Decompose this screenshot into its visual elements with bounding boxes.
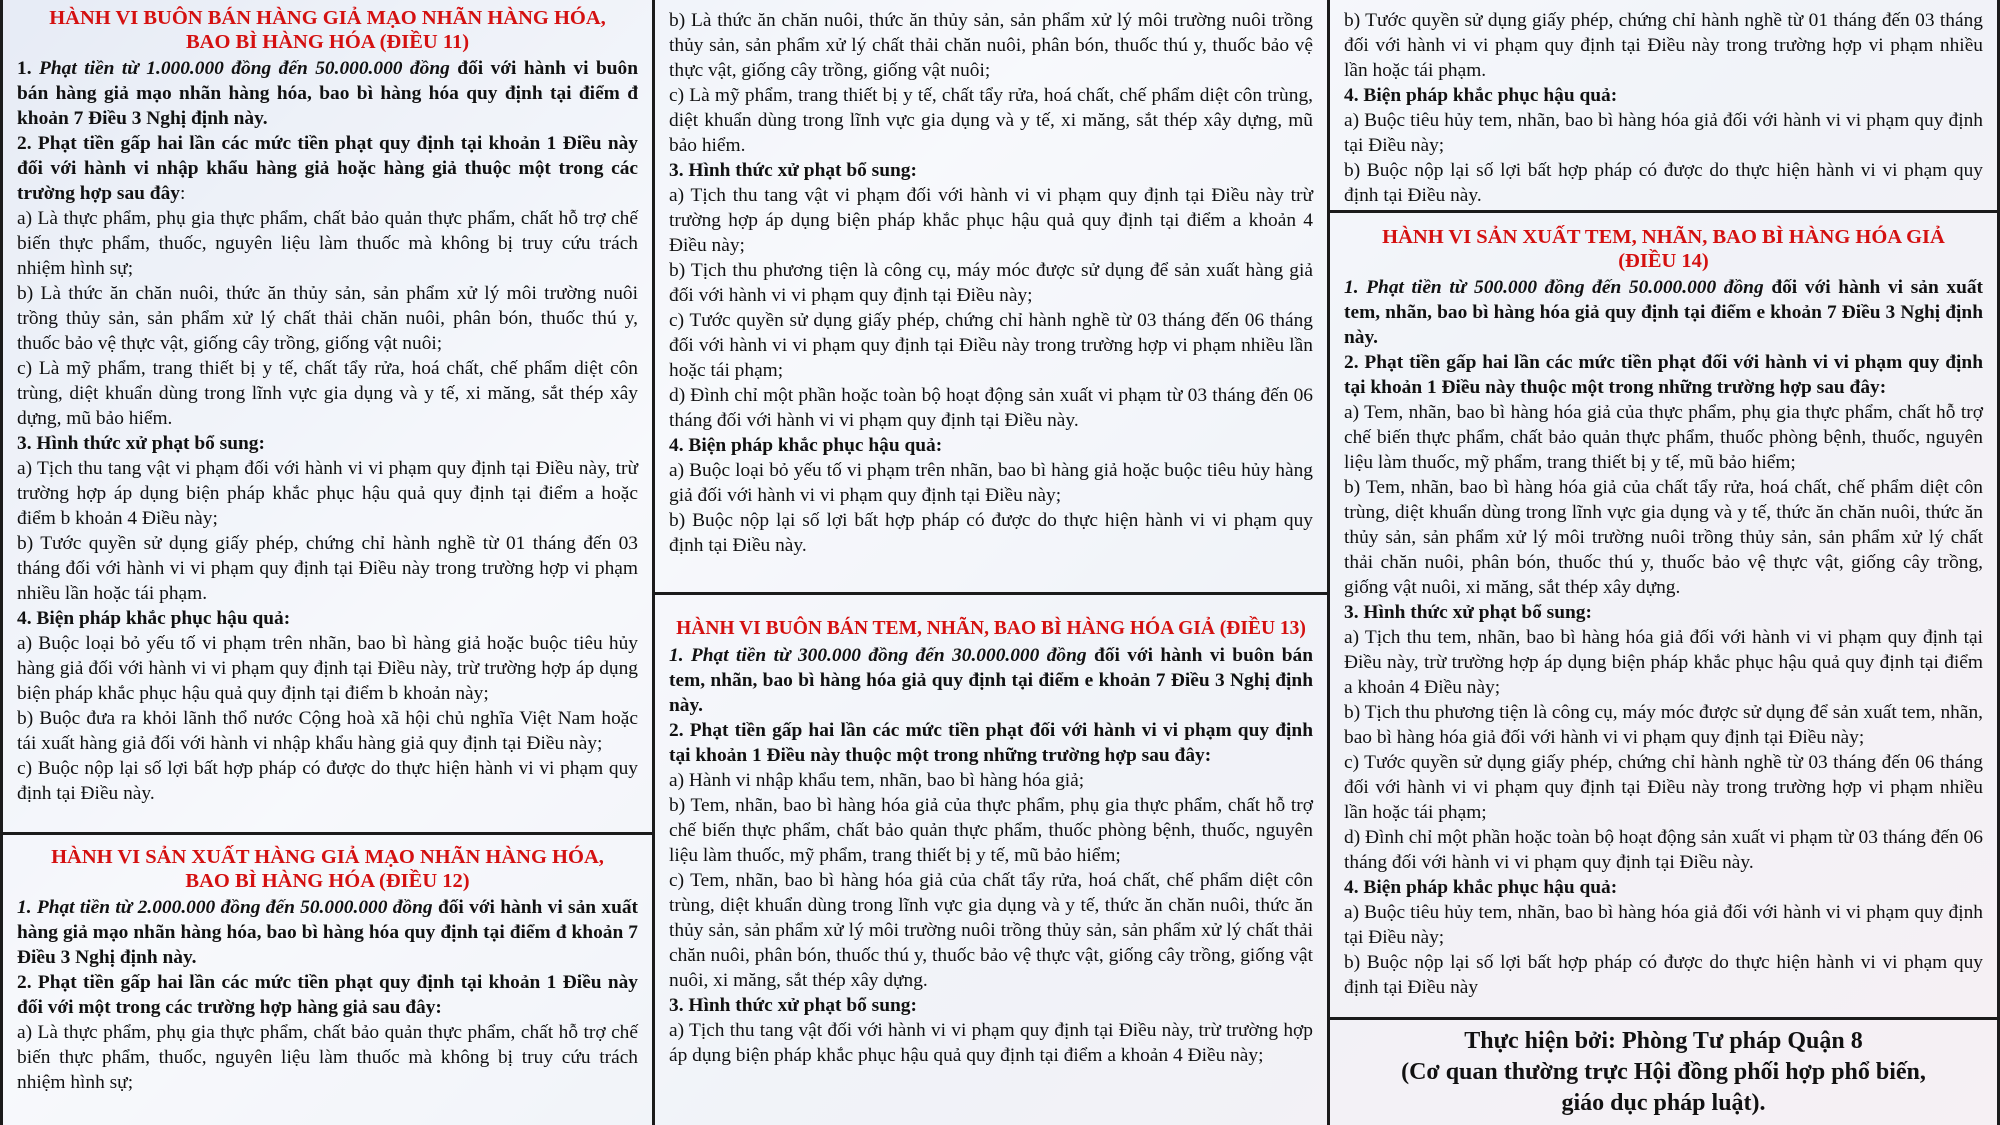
article-14-clause-3b: b) Tịch thu phương tiện là công cụ, máy móc được sử dụng để sản xuất tem, nhãn, bao bì hàng hóa giả đối với hành vi vi phạm quy định tại Điều này; [1344, 702, 1983, 748]
article-14-clause-3a: a) Tịch thu tem, nhãn, bao bì hàng hóa giả đối với hành vi vi phạm quy định tại Điều này, trừ trường hợp áp dụng biện pháp khắc phục hậu quả quy định tại điểm a khoản 4 Điều này; [1344, 627, 1983, 698]
article-14-clause-3c: c) Tước quyền sử dụng giấy phép, chứng chỉ hành nghề từ 03 tháng đến 06 tháng đối với hành vi vi phạm quy định tại Điều này trong trường hợp vi phạm nhiều lần hoặc tái phạm; [1344, 752, 1983, 823]
article-13-continued-box [1330, 0, 1997, 213]
article-11-item-b: b) Là thức ăn chăn nuôi, thức ăn thủy sản, sản phẩm xử lý môi trường nuôi trồng thủy sản, sản phẩm xử lý chất thải chăn nuôi, phân bón, thuốc thú y, thuốc bảo vệ thực vật, giống cây trồng, giống vật nuôi; [17, 283, 638, 354]
article-12-box [3, 835, 652, 1125]
article-12-title [17, 845, 638, 893]
article-14-clause-3: 3. Hình thức xử phạt bổ sung: [1344, 602, 1592, 623]
article-11-clause-4c: c) Buộc nộp lại số lợi bất hợp pháp có được do thực hiện hành vi vi phạm quy định tại Điều này. [17, 758, 638, 804]
article-13-item-b: b) Tem, nhãn, bao bì hàng hóa giả của thực phẩm, phụ gia thực phẩm, chất hỗ trợ chế biến thực phẩm, chất bảo quản thực phẩm, thuốc phòng bệnh, thuốc, nguyên liệu làm thuốc, mỹ phẩm, trang thiết bị y tế, mũ bảo hiểm; [669, 795, 1313, 866]
clause-text: đối với hành vi buôn bán hàng giả mạo nhãn hàng hóa, bao bì hàng hóa quy định tại điểm đ khoản 7 Điều 3 Nghị định này. [17, 58, 639, 129]
article-13-item-c: c) Tem, nhãn, bao bì hàng hóa giả của chất tẩy rửa, hoá chất, chế phẩm diệt côn trùng, diệt khuẩn dùng trong lĩnh vực gia dụng và y tế, thức ăn chăn nuôi, thức ăn thủy sản, sản phẩm xử lý môi trường nuôi trồng thủy sản, sản phẩm xử lý chất thải chăn nuôi, phân bón, thuốc thú y, thuốc bảo vệ thực vật, giống cây trồng, giống vật nuôi, xi măng, sắt thép xây dựng. [669, 870, 1313, 991]
article-12-clause-4: 4. Biện pháp khắc phục hậu quả: [669, 435, 943, 456]
article-13-title: HÀNH VI BUÔN BÁN TEM, NHÃN, BAO BÌ HÀNG HÓA GIẢ (ĐIỀU 13) [676, 618, 1306, 639]
article-12-clause-4a: a) Buộc loại bỏ yếu tố vi phạm trên nhãn, bao bì hàng giả hoặc buộc tiêu hủy hàng giả đối với hành vi vi phạm quy định tại Điều này; [669, 460, 1313, 506]
article-12-clause-3b: b) Tịch thu phương tiện là công cụ, máy móc được sử dụng để sản xuất hàng giả đối với hành vi vi phạm quy định tại Điều này; [669, 260, 1313, 306]
article-14-item-a: a) Tem, nhãn, bao bì hàng hóa giả của thực phẩm, phụ gia thực phẩm, chất hỗ trợ chế biến thực phẩm, chất bảo quản thực phẩm, thuốc phòng bệnh, thuốc, nguyên liệu làm thuốc, mỹ phẩm, trang thiết bị y tế, mũ bảo hiểm; [1344, 402, 1983, 473]
article-11-clause-4b: b) Buộc đưa ra khỏi lãnh thổ nước Cộng hoà xã hội chủ nghĩa Việt Nam hoặc tái xuất hàng giả đối với hành vi nhập khẩu hàng giả quy định tại Điều này; [17, 708, 638, 754]
article-12-clause-3a: a) Tịch thu tang vật vi phạm đối với hành vi vi phạm quy định tại Điều này trừ trường hợp áp dụng biện pháp khắc phục hậu quả quy định tại điểm a khoản 4 Điều này; [669, 185, 1313, 256]
article-14-clause-4b: b) Buộc nộp lại số lợi bất hợp pháp có được do thực hiện hành vi vi phạm quy định tại Điều này [1344, 952, 1983, 998]
clause-colon: : [179, 183, 186, 204]
article-11-title-line2: BAO BÌ HÀNG HÓA (ĐIỀU 11) [185, 31, 470, 53]
fine-range: 1. Phạt tiền từ 2.000.000 đồng đến 50.000.000 đồng [17, 897, 433, 918]
fine-range: 1. Phạt tiền từ 300.000 đồng đến 30.000.000 đồng [669, 645, 1087, 666]
column-2 [655, 0, 1330, 1125]
column-3 [1330, 0, 2000, 1125]
article-13-clause-2: 2. Phạt tiền gấp hai lần các mức tiền phạt đối với hành vi vi phạm quy định tại khoản 1 Điều này thuộc một trong những trường hợp sau đây: [669, 720, 1313, 766]
article-11-clause-3: 3. Hình thức xử phạt bổ sung: [17, 433, 265, 454]
article-14-title [1344, 225, 1983, 273]
article-11-clause-1 [17, 56, 638, 131]
footer-line2: (Cơ quan thường trực Hội đồng phối hợp phổ biến, [1401, 1059, 1926, 1085]
clause-number: 1. [17, 58, 40, 79]
article-12-title-line2: BAO BÌ HÀNG HÓA (ĐIỀU 12) [185, 870, 470, 892]
article-14-clause-1 [1344, 275, 1983, 350]
footer-credit [1344, 1024, 1983, 1119]
article-11-clause-2 [17, 131, 638, 206]
clause-text: đối với hành vi buôn bán tem, nhãn, bao bì hàng hóa giả quy định tại điểm e khoản 7 Điều 3 Nghị định này. [669, 645, 1313, 716]
article-13-item-a: a) Hành vi nhập khẩu tem, nhãn, bao bì hàng hóa giả; [669, 770, 1085, 791]
article-12-continued-box [655, 0, 1327, 595]
article-12-title-line1: HÀNH VI SẢN XUẤT HÀNG GIẢ MẠO NHÃN HÀNG HÓA, [51, 846, 604, 868]
article-12-clause-3d: d) Đình chỉ một phần hoặc toàn bộ hoạt động sản xuất vi phạm từ 03 tháng đến 06 tháng đối với hành vi vi phạm quy định tại Điều này. [669, 385, 1313, 431]
article-12-clause-3: 3. Hình thức xử phạt bổ sung: [669, 160, 917, 181]
article-11-title [17, 6, 638, 54]
article-14-item-b: b) Tem, nhãn, bao bì hàng hóa giả của chất tẩy rửa, hoá chất, chế phẩm diệt côn trùng, diệt khuẩn dùng trong lĩnh vực gia dụng và y tế, thức ăn chăn nuôi, thức ăn thủy sản, sản phẩm xử lý môi trường nuôi trồng thủy sản, sản phẩm xử lý chất thải chăn nuôi, phân bón, thuốc thú y, thuốc bảo vệ thực vật, giống cây trồng, giống vật nuôi, xi măng, sắt thép xây dựng. [1344, 477, 1983, 598]
article-11-item-a: a) Là thực phẩm, phụ gia thực phẩm, chất bảo quản thực phẩm, chất hỗ trợ chế biến thực phẩm, thuốc, nguyên liệu làm thuốc mà không bị truy cứu trách nhiệm hình sự; [17, 208, 638, 279]
article-14-title-line1: HÀNH VI SẢN XUẤT TEM, NHÃN, BAO BÌ HÀNG HÓA GIẢ [1382, 226, 1945, 248]
clause-text: đối với hành vi sản xuất tem, nhãn, bao bì hàng hóa giả quy định tại điểm e khoản 7 Điều 3 Nghị định này. [1344, 277, 1983, 348]
clause-text: đối với hành vi sản xuất hàng giả mạo nhãn hàng hóa, bao bì hàng hóa quy định tại điểm đ khoản 7 Điều 3 Nghị định này. [17, 897, 639, 968]
article-13-clause-1 [669, 643, 1313, 718]
article-13-clause-3a: a) Tịch thu tang vật đối với hành vi vi phạm quy định tại Điều này, trừ trường hợp áp dụng biện pháp khắc phục hậu quả quy định tại điểm a khoản 4 Điều này; [669, 1020, 1313, 1066]
article-12-item-a: a) Là thực phẩm, phụ gia thực phẩm, chất bảo quản thực phẩm, chất hỗ trợ chế biến thực phẩm, thuốc, nguyên liệu làm thuốc mà không bị truy cứu trách nhiệm hình sự; [17, 1022, 638, 1093]
article-13-box [655, 595, 1327, 1125]
article-13-clause-3: 3. Hình thức xử phạt bổ sung: [669, 995, 917, 1016]
article-14-clause-4a: a) Buộc tiêu hủy tem, nhãn, bao bì hàng hóa giả đối với hành vi vi phạm quy định tại Điều này; [1344, 902, 1983, 948]
clause-text: 2. Phạt tiền gấp hai lần các mức tiền phạt quy định tại khoản 1 Điều này đối với hành vi nhập khẩu hàng giả hoặc hàng giả thuộc một trong các trường hợp sau đây [17, 133, 638, 204]
article-14-clause-4: 4. Biện pháp khắc phục hậu quả: [1344, 877, 1618, 898]
article-11-title-line1: HÀNH VI BUÔN BÁN HÀNG GIẢ MẠO NHÃN HÀNG HÓA, [49, 7, 606, 29]
article-11-clause-4: 4. Biện pháp khắc phục hậu quả: [17, 608, 291, 629]
article-14-box [1330, 213, 1997, 1020]
article-12-clause-4b: b) Buộc nộp lại số lợi bất hợp pháp có được do thực hiện hành vi vi phạm quy định tại Điều này. [669, 510, 1313, 556]
fine-range: 1. Phạt tiền từ 500.000 đồng đến 50.000.000 đồng [1344, 277, 1764, 298]
column-1 [0, 0, 655, 1125]
footer-line3: giáo dục pháp luật). [1561, 1090, 1766, 1116]
article-14-title-line2: (ĐIỀU 14) [1618, 250, 1709, 272]
article-13-clause-4: 4. Biện pháp khắc phục hậu quả: [1344, 85, 1618, 106]
article-11-box [3, 0, 652, 835]
article-12-item-c: c) Là mỹ phẩm, trang thiết bị y tế, chất tẩy rửa, hoá chất, chế phẩm diệt côn trùng, diệt khuẩn dùng trong lĩnh vực gia dụng và y tế, xi măng, sắt thép xây dựng, mũ bảo hiểm. [669, 85, 1313, 156]
article-12-clause-1 [17, 895, 638, 970]
article-14-clause-3d: d) Đình chỉ một phần hoặc toàn bộ hoạt động sản xuất vi phạm từ 03 tháng đến 06 tháng đối với hành vi vi phạm quy định tại Điều này. [1344, 827, 1983, 873]
footer-line1: Thực hiện bởi: Phòng Tư pháp Quận 8 [1464, 1028, 1863, 1054]
article-12-clause-3c: c) Tước quyền sử dụng giấy phép, chứng chỉ hành nghề từ 03 tháng đến 06 tháng đối với hành vi vi phạm quy định tại Điều này trong trường hợp vi phạm nhiều lần hoặc tái phạm; [669, 310, 1313, 381]
footer-box [1330, 1020, 1997, 1125]
article-12-item-b: b) Là thức ăn chăn nuôi, thức ăn thủy sản, sản phẩm xử lý môi trường nuôi trồng thủy sản, sản phẩm xử lý chất thải chăn nuôi, phân bón, thuốc thú y, thuốc bảo vệ thực vật, giống cây trồng, giống vật nuôi; [669, 10, 1313, 81]
article-14-clause-2: 2. Phạt tiền gấp hai lần các mức tiền phạt đối với hành vi vi phạm quy định tại khoản 1 Điều này thuộc một trong những trường hợp sau đây: [1344, 352, 1983, 398]
article-11-clause-4a: a) Buộc loại bỏ yếu tố vi phạm trên nhãn, bao bì hàng giả hoặc buộc tiêu hủy hàng giả đối với hành vi vi phạm quy định tại Điều này, trừ trường hợp áp dụng biện pháp khắc phục hậu quả quy định tại điểm b khoản này; [17, 633, 638, 704]
article-12-clause-2: 2. Phạt tiền gấp hai lần các mức tiền phạt quy định tại khoản 1 Điều này đối với một trong các trường hợp hàng giả sau đây: [17, 972, 638, 1018]
fine-range: Phạt tiền từ 1.000.000 đồng đến 50.000.000 đồng [39, 58, 450, 79]
article-13-clause-4a: a) Buộc tiêu hủy tem, nhãn, bao bì hàng hóa giả đối với hành vi vi phạm quy định tại Điều này; [1344, 110, 1983, 156]
article-11-item-c: c) Là mỹ phẩm, trang thiết bị y tế, chất tẩy rửa, hoá chất, chế phẩm diệt côn trùng, diệt khuẩn dùng trong lĩnh vực gia dụng và y tế, xi măng, sắt thép xây dựng, mũ bảo hiểm. [17, 358, 638, 429]
article-11-clause-3a: a) Tịch thu tang vật vi phạm đối với hành vi vi phạm quy định tại Điều này, trừ trường hợp áp dụng biện pháp khắc phục hậu quả quy định tại điểm a hoặc điểm b khoản 4 Điều này; [17, 458, 638, 529]
article-11-clause-3b: b) Tước quyền sử dụng giấy phép, chứng chỉ hành nghề từ 01 tháng đến 03 tháng đối với hành vi vi phạm quy định tại Điều này trong trường hợp vi phạm nhiều lần hoặc tái phạm. [17, 533, 638, 604]
article-13-clause-4b: b) Buộc nộp lại số lợi bất hợp pháp có được do thực hiện hành vi vi phạm quy định tại Điều này. [1344, 160, 1983, 206]
article-13-clause-3b: b) Tước quyền sử dụng giấy phép, chứng chỉ hành nghề từ 01 tháng đến 03 tháng đối với hành vi vi phạm quy định tại Điều này trong trường hợp vi phạm nhiều lần hoặc tái phạm. [1344, 10, 1983, 81]
